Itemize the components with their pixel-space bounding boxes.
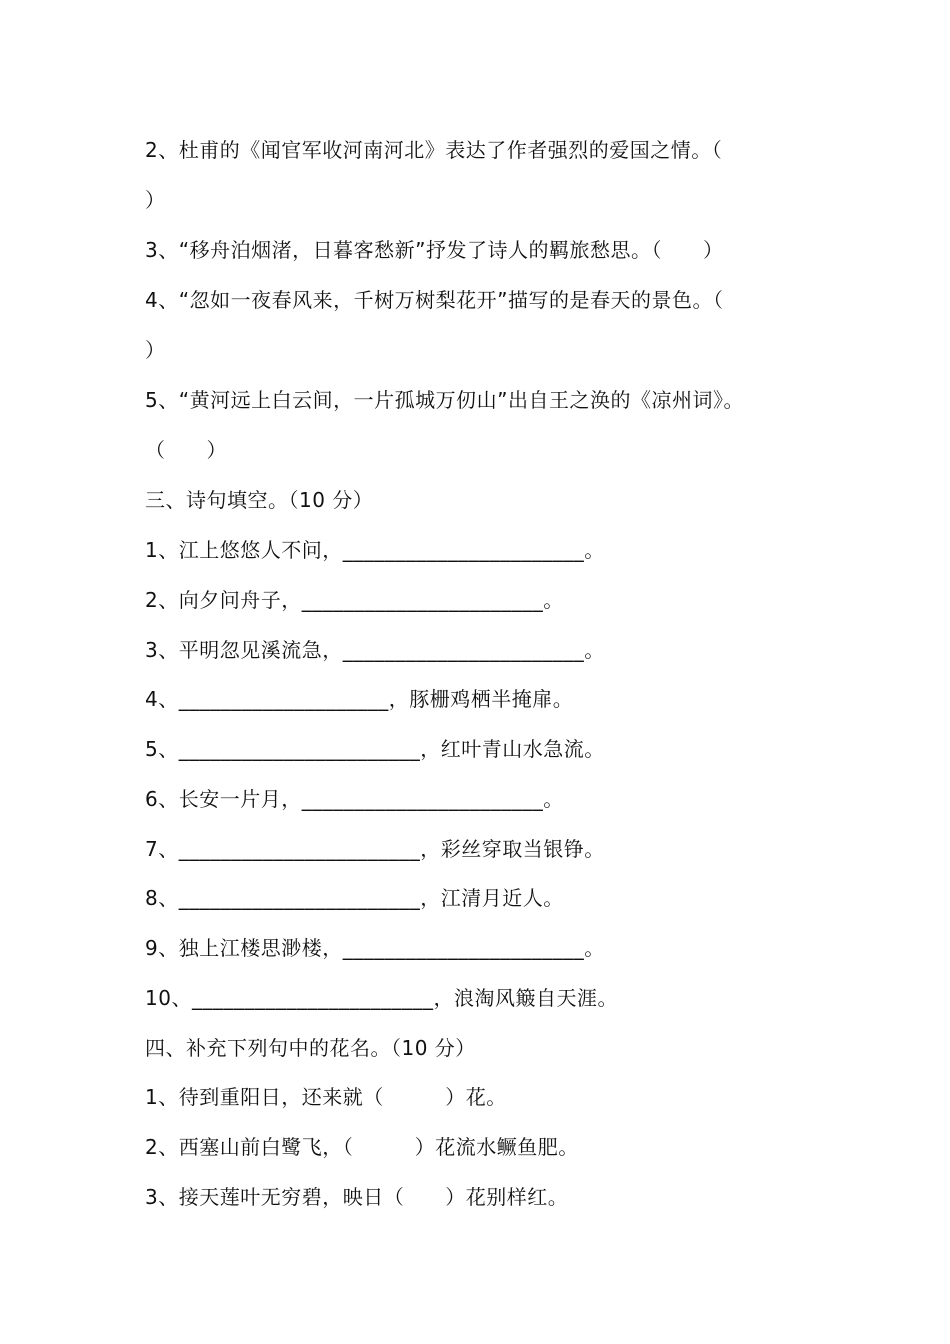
section-4-heading: 四、补充下列句中的花名。（10 分） xyxy=(145,1036,476,1060)
flower-item-3: 3、接天莲叶无穷碧，映日（ ）花别样红。 xyxy=(145,1185,569,1209)
fill-item-5: 5、_______________________，红叶青山水急流。 xyxy=(145,737,605,761)
section-3-heading: 三、诗句填空。（10 分） xyxy=(145,488,374,512)
tf-item-3: 3、“移舟泊烟渚，日暮客愁新”抒发了诗人的羁旅愁思。（ ） xyxy=(145,238,724,262)
flower-item-1: 1、待到重阳日，还来就（ ）花。 xyxy=(145,1085,507,1109)
fill-item-8: 8、_______________________，江清月近人。 xyxy=(145,886,564,910)
fill-item-9: 9、独上江楼思渺楼，_______________________。 xyxy=(145,936,605,960)
fill-item-3: 3、平明忽见溪流急，_______________________。 xyxy=(145,638,605,662)
tf-item-4: 4、“忽如一夜春风来，千树万树梨花开”描写的是春天的景色。（ xyxy=(145,288,724,312)
fill-item-2: 2、向夕问舟子，_______________________。 xyxy=(145,588,564,612)
fill-item-7: 7、_______________________，彩丝穿取当银铮。 xyxy=(145,837,605,861)
fill-item-10: 10、_______________________，浪淘风簸自天涯。 xyxy=(145,986,618,1010)
tf-item-2: 2、杜甫的《闻官军收河南河北》表达了作者强烈的爱国之情。（ xyxy=(145,138,723,162)
tf-item-5-bracket: （ ） xyxy=(145,438,227,462)
fill-item-6: 6、长安一片月，_______________________。 xyxy=(145,787,564,811)
tf-item-5: 5、“黄河远上白云间，一片孤城万仞山”出自王之涣的《凉州词》。 xyxy=(145,388,744,412)
flower-item-2: 2、西塞山前白鹭飞，（ ）花流水鳜鱼肥。 xyxy=(145,1135,579,1159)
tf-item-2-bracket: ） xyxy=(145,188,166,212)
tf-item-4-bracket: ） xyxy=(145,338,166,362)
fill-item-1: 1、江上悠悠人不问，_______________________。 xyxy=(145,538,605,562)
fill-item-4: 4、____________________，豚栅鸡栖半掩扉。 xyxy=(145,687,574,711)
